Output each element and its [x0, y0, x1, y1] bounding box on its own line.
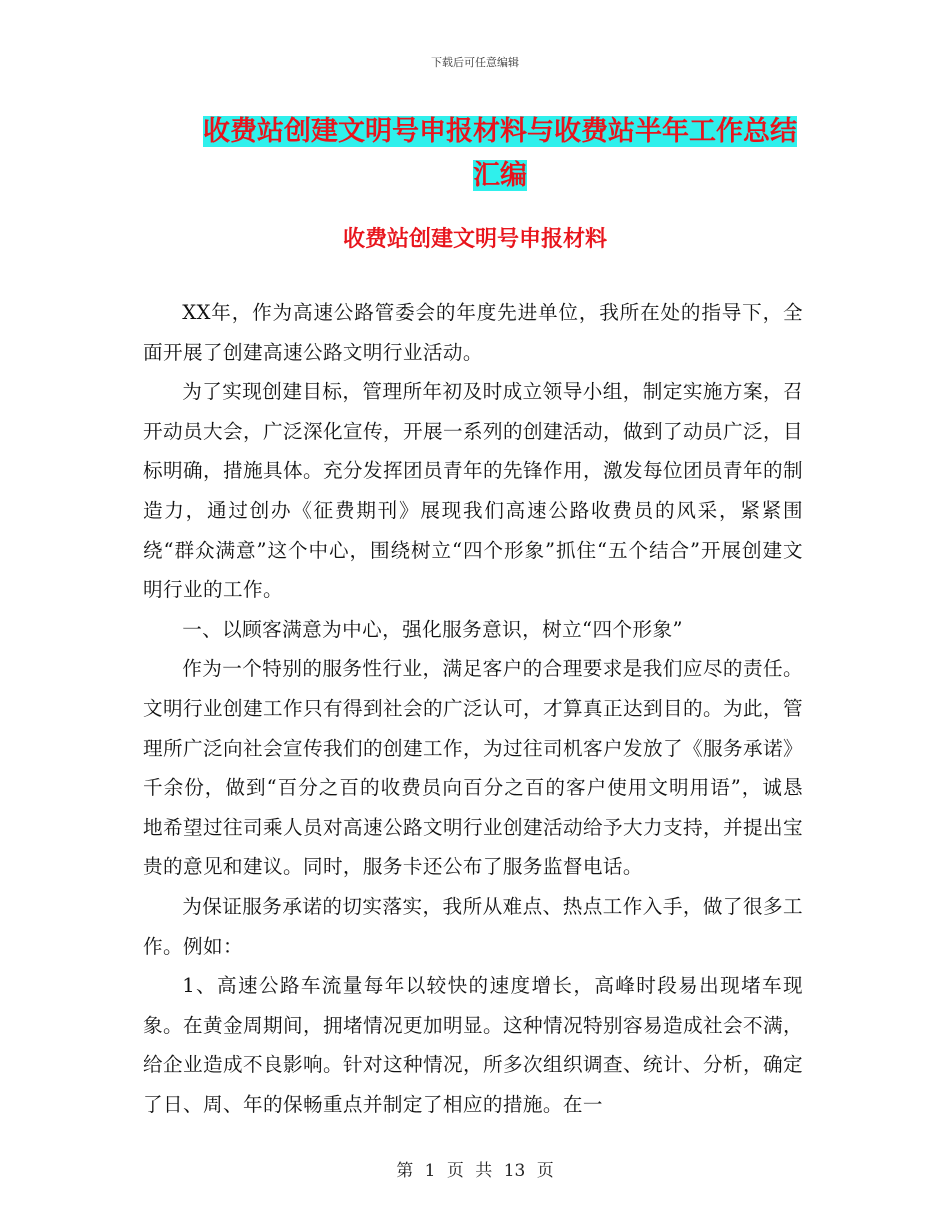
paragraph: 为了实现创建目标，管理所年初及时成立领导小组，制定实施方案，召开动员大会，广泛深化宣传，开展一系列的创建活动，做到了动员广泛，目标明确，措施具体。充分发挥团员青年的先锋作用，激发每位团员青年的制造力，通过创办《征费期刊》展现我们高速公路收费员的风采，紧紧围绕“群众满意”这个中心，围绕树立“四个形象”抓住“五个结合”开展创建文明行业的工作。	[143, 380, 803, 602]
paragraph: 1、高速公路车流量每年以较快的速度增长，高峰时段易出现堵车现象。在黄金周期间，拥堵情况更加明显。这种情况特别容易造成社会不满，给企业造成不良影响。针对这种情况，所多次组织调查、统计、分析，确定了日、周、年的保畅重点并制定了相应的措施。在一	[143, 974, 803, 1116]
document-title-text: 收费站创建文明号申报材料与收费站半年工作总结汇编	[203, 116, 797, 191]
document-body	[143, 293, 803, 1124]
paragraph: XX年，作为高速公路管委会的年度先进单位，我所在处的指导下，全面开展了创建高速公路文明行业活动。	[143, 301, 803, 364]
section-title: 收费站创建文明号申报材料	[342, 227, 607, 252]
paragraph-heading: 一、以顾客满意为中心，强化服务意识，树立“四个形象”	[182, 617, 683, 641]
paragraph: 为保证服务承诺的切实落实，我所从难点、热点工作入手，做了很多工作。例如：	[143, 894, 803, 958]
document-title	[190, 110, 810, 198]
paragraph: 作为一个特别的服务性行业，满足客户的合理要求是我们应尽的责任。文明行业创建工作只有得到社会的广泛认可，才算真正达到目的。为此，管理所广泛向社会宣传我们的创建工作，为过往司机客户发放了《服务承诺》千余份，做到“百分之百的收费员向百分之百的客户使用文明用语”，诚恳地希望过往司乘人员对高速公路文明行业创建活动给予大力支持，并提出宝贵的意见和建议。同时，服务卡还公布了服务监督电话。	[143, 657, 803, 879]
page-footer: 第 1 页 共 13 页	[396, 1161, 554, 1181]
page-header-note: 下载后可任意编辑	[431, 56, 519, 69]
